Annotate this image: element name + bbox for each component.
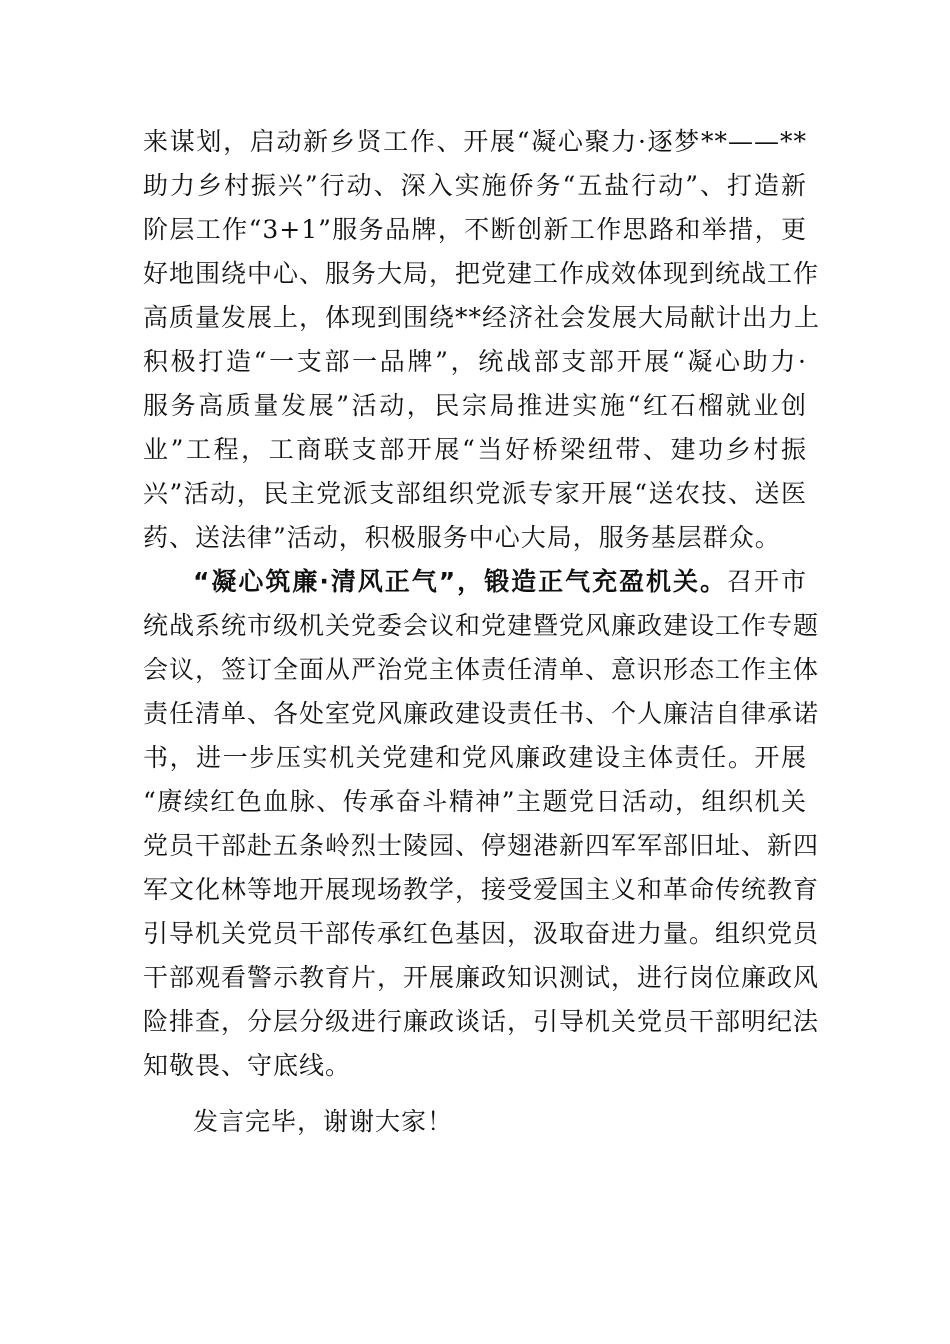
paragraph-2-first-line (143, 560, 807, 604)
paragraph-2-heading: “凝心筑廉·清风正气”，锻造正气充盈机关。 (193, 567, 728, 596)
text-line: 兴”活动，民主党派支部组织党派专家开展“送农技、送医 (143, 479, 807, 508)
closing-paragraph (143, 1100, 807, 1144)
text-line: 干部观看警示教育片，开展廉政知识测试，进行岗位廉政风 (143, 963, 820, 992)
closing-remark: 发言完毕，谢谢大家！ (193, 1107, 454, 1136)
text-line: 险排查，分层分级进行廉政谈话，引导机关党员干部明纪法 (143, 1007, 820, 1036)
text-line: 业”工程，工商联支部开展“当好桥梁纽带、建功乡村振 (143, 435, 807, 464)
text-line: “赓续红色血脉、传承奋斗精神”主题党日活动，组织机关 (143, 787, 807, 816)
text-line: 统战系统市级机关党委会议和党建暨党风廉政建设工作专题 (143, 611, 820, 640)
paragraph-2-first-line-rest: 召开市 (727, 567, 807, 596)
text-line: 会议，签订全面从严治党主体责任清单、意识形态工作主体 (143, 655, 820, 684)
text-line: 知敬畏、守底线。 (143, 1051, 352, 1080)
text-line: 军文化林等地开展现场教学，接受爱国主义和革命传统教育 (143, 875, 820, 904)
text-line: 高质量发展上，体现到围绕**经济社会发展大局献计出力上 (143, 303, 821, 332)
text-line: 助力乡村振兴”行动、深入实施侨务“五盐行动”、打造新 (143, 171, 807, 200)
text-line: 服务高质量发展”活动，民宗局推进实施“红石榴就业创 (143, 391, 807, 420)
text-line: 好地围绕中心、服务大局，把党建工作成效体现到统战工作 (143, 259, 820, 288)
text-line: 来谋划，启动新乡贤工作、开展“凝心聚力·逐梦**——** (143, 127, 807, 156)
text-line: 党员干部赴五条岭烈士陵园、停翅港新四军军部旧址、新四 (143, 831, 820, 860)
text-line: 积极打造“一支部一品牌”，统战部支部开展“凝心助力· (143, 347, 807, 376)
paragraph-2 (143, 560, 820, 1088)
paragraph-1 (143, 120, 821, 560)
text-line: 责任清单、各处室党风廉政建设责任书、个人廉洁自律承诺 (143, 699, 820, 728)
text-line: 引导机关党员干部传承红色基因，汲取奋进力量。组织党员 (143, 919, 820, 948)
text-line: 药、送法律”活动，积极服务中心大局，服务基层群众。 (143, 523, 781, 552)
text-line: 阶层工作“3+1”服务品牌，不断创新工作思路和举措，更 (143, 215, 807, 244)
text-line: 书，进一步压实机关党建和党风廉政建设主体责任。开展 (143, 743, 807, 772)
